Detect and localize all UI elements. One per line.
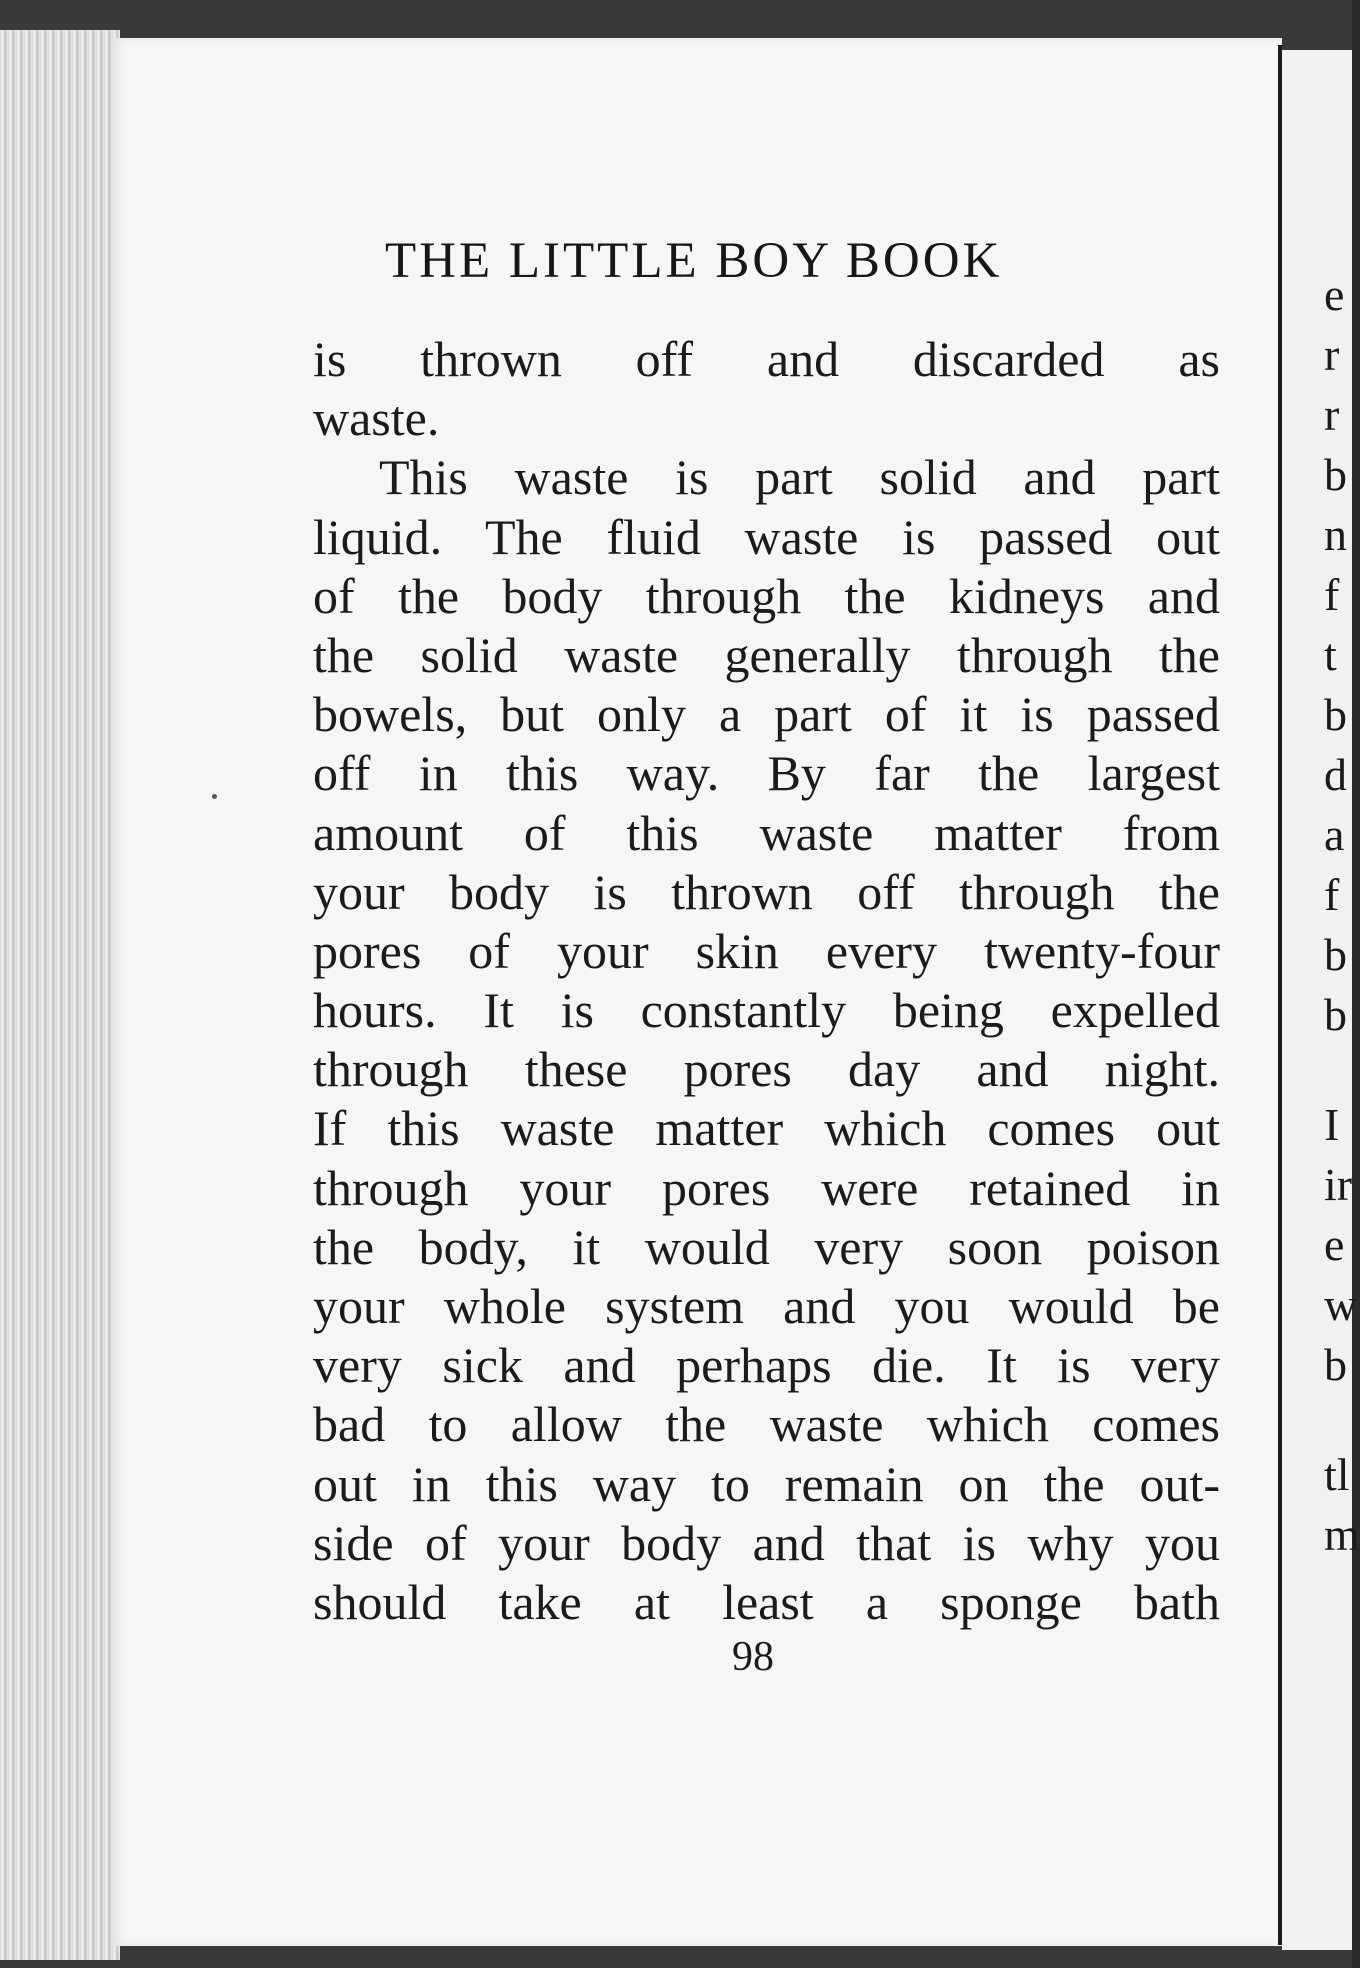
text-line: out in this way to remain on the out- bbox=[313, 1455, 1220, 1512]
text-line: your body is thrown off through the bbox=[313, 863, 1220, 920]
text-line: is thrown off and discarded as bbox=[313, 331, 1220, 387]
facing-page-fragment: f bbox=[1324, 869, 1340, 920]
text-line: hours. It is constantly being expelled bbox=[313, 982, 1220, 1039]
facing-page-fragment: b bbox=[1324, 1339, 1347, 1390]
text-line: pores of your skin every twenty-four bbox=[313, 922, 1220, 979]
text-line: If this waste matter which comes out bbox=[313, 1100, 1220, 1157]
text-line: bad to allow the waste which comes bbox=[313, 1396, 1220, 1453]
text-line: side of your body and that is why you bbox=[313, 1514, 1220, 1571]
text-line: should take at least a sponge bath bbox=[313, 1573, 1220, 1630]
ink-speck bbox=[212, 794, 217, 799]
text-line: liquid. The fluid waste is passed out bbox=[313, 508, 1220, 565]
facing-page-fragment: b bbox=[1324, 989, 1347, 1040]
text-line: very sick and perhaps die. It is very bbox=[313, 1337, 1220, 1394]
text-line: waste. bbox=[313, 390, 440, 447]
page-number: 98 bbox=[732, 1634, 774, 1680]
text-line: your whole system and you would be bbox=[313, 1278, 1220, 1334]
facing-page-fragment: b bbox=[1324, 689, 1347, 740]
text-line: through your pores were retained in bbox=[313, 1159, 1220, 1216]
text-line: bowels, but only a part of it is passed bbox=[313, 686, 1220, 743]
facing-page-fragment: w bbox=[1324, 1279, 1358, 1330]
text-line: through these pores day and night. bbox=[313, 1041, 1220, 1098]
facing-page-fragment: r bbox=[1324, 389, 1340, 440]
facing-page-fragment: a bbox=[1324, 809, 1345, 860]
body-text bbox=[313, 330, 1220, 1632]
facing-page-fragment: e bbox=[1324, 269, 1345, 320]
text-line: off in this way. By far the largest bbox=[313, 745, 1220, 802]
facing-page-fragment: r bbox=[1324, 329, 1340, 380]
facing-page-fragment: I bbox=[1324, 1099, 1340, 1150]
facing-page-fragment: e bbox=[1324, 1219, 1345, 1270]
facing-page-fragment: ir bbox=[1324, 1159, 1353, 1210]
facing-page-fragment: tl bbox=[1324, 1449, 1350, 1500]
facing-page-fragment: b bbox=[1324, 449, 1347, 500]
facing-page-fragment: m bbox=[1324, 1509, 1360, 1560]
facing-page-fragment: b bbox=[1324, 929, 1347, 980]
facing-page-fragment: d bbox=[1324, 749, 1347, 800]
running-title: THE LITTLE BOY BOOK bbox=[385, 233, 1003, 289]
facing-page-fragment: f bbox=[1324, 569, 1340, 620]
facing-page-fragment: n bbox=[1324, 509, 1347, 560]
facing-page bbox=[1282, 50, 1360, 1950]
text-line: of the body through the kidneys and bbox=[313, 567, 1220, 624]
text-line: the solid waste generally through the bbox=[313, 626, 1220, 683]
facing-page-fragment: t bbox=[1324, 629, 1337, 680]
text-line: amount of this waste matter from bbox=[313, 804, 1220, 861]
text-line: This waste is part solid and part bbox=[379, 449, 1220, 506]
text-line: the body, it would very soon poison bbox=[313, 1218, 1220, 1275]
page-edges bbox=[0, 30, 120, 1960]
